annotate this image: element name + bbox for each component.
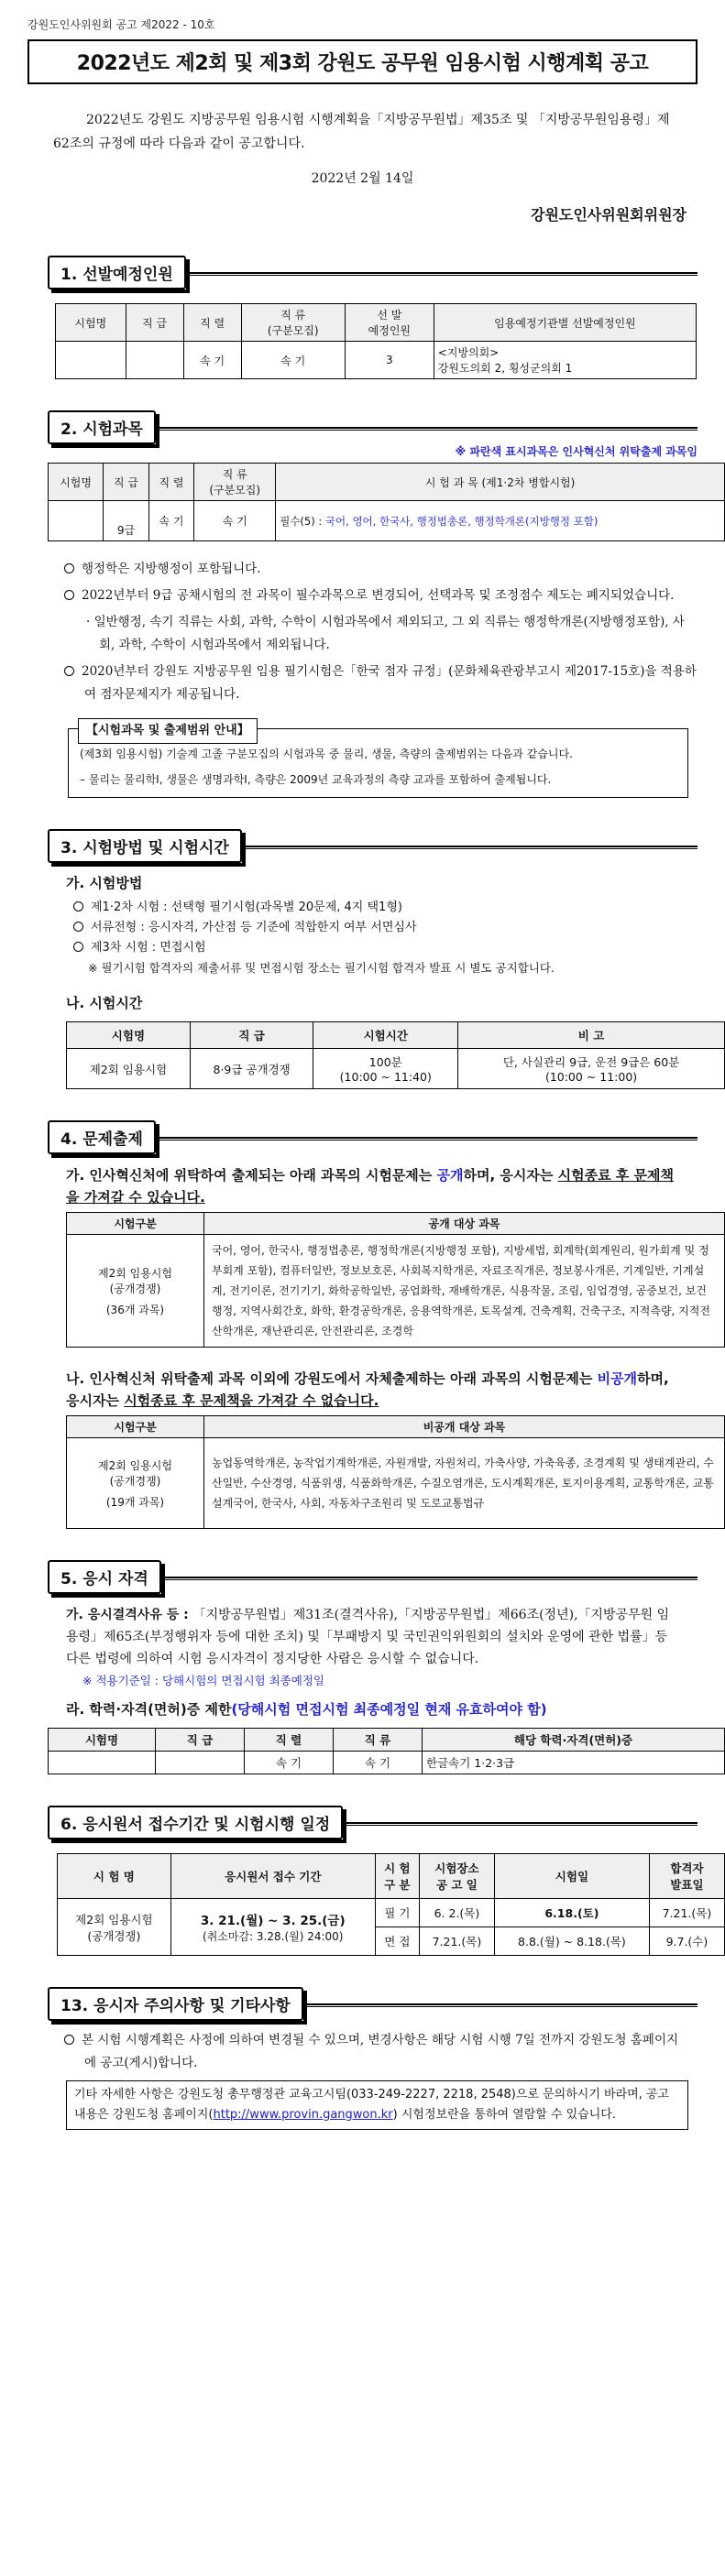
license-heading: 라. 학력·자격(면허)증 제한(당해시험 면접시험 최종예정일 현재 유효하여야 함) (66, 1701, 547, 1718)
bullet-circle-icon (73, 901, 83, 911)
cell-exam (49, 501, 104, 541)
cell-grade (126, 342, 183, 379)
th-remarks: 비 고 (458, 1022, 725, 1049)
cell-result-date: 9.7.(수) (649, 1927, 724, 1956)
reference-date-note: ※ 적용기준일 : 당해시험의 면접시험 최종예정일 (82, 1674, 324, 1687)
list-item: ※ 필기시험 합격자의 제출서류 및 면접시험 장소는 필기시험 합격자 발표 시 별도 공지합니다. (88, 961, 555, 975)
section-3-label: 3. 시험방법 및 시험시간 (48, 829, 242, 863)
cell-remarks: 단, 사실관리 9급, 운전 9급은 60분 (10:00 ~ 11:00) (458, 1049, 725, 1089)
private-subjects-table (66, 1415, 725, 1529)
th-license: 해당 학력·자격(면허)증 (423, 1729, 725, 1752)
private-subjects-paragraph: 나. 인사혁신처 위탁출제 과목 이외에 강원도에서 자체출제하는 아래 과목의 시험문제는 비공개하며, 응시자는 시험종료 후 문제책을 가져갈 수 없습니다. (66, 1370, 669, 1409)
guide-line: (제3회 임용시험) 기술계 고졸 구분모집의 시험과목 중 물리, 생물, 측량의 출제범위는 다음과 같습니다. (80, 748, 573, 760)
public-subjects-table (66, 1212, 725, 1348)
notice-number: 강원도인사위원회 공고 제2022 - 10호 (27, 18, 215, 31)
list-item: 제3차 시험 : 면접시험 (73, 938, 698, 958)
th-grade: 직 급 (104, 464, 149, 501)
cell-time: 100분 (10:00 ~ 11:40) (313, 1049, 458, 1089)
cell-class: 속 기 (333, 1752, 422, 1774)
th-time: 시험시간 (313, 1022, 458, 1049)
th-class: 직 류 (333, 1729, 422, 1752)
bullet-circle-icon (64, 563, 74, 573)
cell-exam: 제2회 임용시험 (공개경쟁) (58, 1899, 171, 1956)
cell-license: 한글속기 1·2·3급 (423, 1752, 725, 1774)
th-exam-type: 시험구분 (67, 1416, 204, 1438)
th-grade: 직 급 (126, 304, 183, 342)
section-3-header (27, 829, 698, 858)
bullet-circle-icon (73, 922, 83, 932)
exam-method-list (73, 898, 698, 978)
section-4-header (27, 1120, 698, 1150)
cell-series: 속 기 (244, 1752, 333, 1774)
th-exam: 시험명 (56, 304, 126, 342)
subject-guide-box (68, 724, 688, 798)
bullet-circle-icon (64, 590, 74, 600)
cell-exam (49, 1752, 156, 1774)
bullet-circle-icon (73, 942, 83, 952)
cell-exam: 제2회 임용시험 (67, 1049, 191, 1089)
agency-detail: 강원도의회 2, 횡성군의회 1 (437, 362, 573, 375)
th-series: 직 렬 (183, 304, 241, 342)
th-class: 직 류 (구분모집) (194, 464, 276, 501)
intro-text: 2022년도 강원도 지방공무원 임용시험 시행계획을「지방공무원법」제35조 및 「지방공무원임용령」제62조의 규정에 따라 다음과 같이 공고합니다. (53, 113, 670, 151)
section-5-label: 5. 응시 자격 (48, 1560, 161, 1594)
cell-class: 속 기 (241, 342, 345, 379)
notice-date: 2022년 2월 14일 (311, 171, 414, 186)
th-exam: 시 험 명 (58, 1854, 171, 1899)
bullet-circle-icon (64, 2035, 74, 2045)
public-subjects-paragraph: 가. 인사혁신처에 위탁하여 출제되는 아래 과목의 시험문제는 공개하며, 응시자는 시험종료 후 문제책을 가져갈 수 있습니다. (66, 1167, 674, 1206)
license-table (48, 1728, 725, 1774)
th-exam-type: 시 험 구 분 (375, 1854, 419, 1899)
subjects-table (48, 463, 725, 541)
disqualification-paragraph: 가. 응시결격사유 등 : 「지방공무원법」제31조(결격사유),「지방공무원법」제66조(정년),「지방공무원 임용령」제65조(부정행위자 등에 대한 조치) 및「부패방지 및 국민권익위원회의 설치와 운영에 관한 법률」등 다른 법령에 의하여 시험 응시자격이 정지당한 사람은 응시할 수 없습니다. (66, 1608, 670, 1666)
cell-exam-type: 제2회 임용시험 (공개경쟁) (19개 과목) (67, 1438, 204, 1529)
th-series: 직 렬 (148, 464, 194, 501)
list-item: 2020년부터 강원도 지방공무원 임용 필기시험은「한국 점자 규정」(문화체육관광부고시 제2017-15호)을 적용하여 점자문제지가 제공됩니다. (64, 660, 698, 706)
cell-exam (56, 342, 126, 379)
th-exam: 시험명 (49, 464, 104, 501)
th-grade: 직 급 (190, 1022, 313, 1049)
cell-agency (434, 342, 696, 379)
cell-exam-type: 제2회 임용시험 (공개경쟁) (36개 과목) (67, 1235, 204, 1348)
th-result-date: 합격자 발표일 (649, 1854, 724, 1899)
guide-line: – 물리는 물리학Ⅰ, 생물은 생명과학Ⅰ, 측량은 2009년 교육과정의 측량 교과를 포함하여 출제됩니다. (80, 773, 552, 786)
th-exam: 시험명 (67, 1022, 191, 1049)
cell-exam-type: 필 기 (375, 1899, 419, 1927)
exam-method-heading: 가. 시험방법 (66, 875, 143, 891)
th-venue-date: 시험장소 공 고 일 (419, 1854, 494, 1899)
cell-series: 속 기 (148, 501, 194, 541)
th-public-subjects: 공개 대상 과목 (204, 1213, 725, 1235)
th-exam-date: 시험일 (494, 1854, 649, 1899)
th-grade: 직 급 (155, 1729, 244, 1752)
th-exam-type: 시험구분 (67, 1213, 204, 1235)
homepage-link[interactable]: http://www.provin.gangwon.kr (213, 2108, 393, 2122)
cell-exam-date: 8.8.(월) ~ 8.18.(목) (494, 1927, 649, 1956)
subject-notes (64, 558, 698, 706)
th-class: 직 류 (구분모집) (241, 304, 345, 342)
list-item: 행정학은 지방행정이 포함됩니다. (64, 558, 698, 581)
section-1-header (27, 256, 698, 285)
th-private-subjects: 비공개 대상 과목 (204, 1416, 725, 1438)
section-6-label: 6. 응시원서 접수기간 및 시험시행 일정 (48, 1806, 343, 1839)
list-item: 2022년부터 9급 공채시험의 전 과목이 필수과목으로 변경되어, 선택과목 및 조정점수 제도는 폐지되었습니다. (64, 584, 698, 607)
schedule-table (57, 1853, 725, 1956)
notes-list (64, 2029, 688, 2075)
cell-period: 3. 21.(월) ~ 3. 25.(금) (취소마감: 3.28.(월) 24:00) (170, 1899, 375, 1956)
cell-result-date: 7.21.(목) (649, 1899, 724, 1927)
issuer: 강원도인사위원회위원장 (530, 206, 687, 224)
th-series: 직 렬 (244, 1729, 333, 1752)
section-2-header (27, 410, 698, 440)
cell-class: 속 기 (194, 501, 276, 541)
cell-subjects (276, 501, 725, 541)
cell-venue-date: 6. 2.(목) (419, 1899, 494, 1927)
cell-grade (155, 1752, 244, 1774)
list-item: · 일반행정, 속기 직류는 사회, 과학, 수학이 시험과목에서 제외되고, 그 외 직류는 행정학개론(지방행정포함), 사회, 과학, 수학이 시험과목에서 제외됩니다. (86, 615, 685, 652)
list-item: 서류전형 : 응시자격, 가산점 등 기준에 적합한지 여부 서면심사 (73, 918, 698, 938)
section-6-header (27, 1806, 698, 1835)
section-2-label: 2. 시험과목 (48, 410, 156, 444)
exam-time-heading: 나. 시험시간 (66, 995, 143, 1011)
list-item: 본 시험 시행계획은 사정에 의하여 변경될 수 있으며, 변경사항은 해당 시험 시행 7일 전까지 강원도청 홈페이지에 공고(게시)합니다. (64, 2029, 688, 2075)
exam-time-table (66, 1021, 725, 1089)
cell-grade: 9급 (104, 501, 149, 541)
cell-private-subjects: 농업동역학개론, 농작업기계학개론, 자원개발, 자원처리, 가축사양, 가축육종, 조경계획 및 생태계관리, 수산일반, 수산경영, 식품위생, 식품화학개론, 수질오염개론, 도시계획개론, 토지이용계획, 교통학개론, 교통설계국어, 한국사, 사회, 자동차구조원리 및 도로교통법규 (204, 1438, 725, 1529)
th-period: 응시원서 접수 기간 (170, 1854, 375, 1899)
subjects-blue: 국어, 영어, 한국사, 행정법총론, 행정학개론(지방행정 포함) (324, 514, 599, 528)
blue-subject-note: ※ 파란색 표시과목은 인사혁신처 위탁출제 과목임 (455, 445, 698, 458)
list-item: 제1·2차 시험 : 선택형 필기시험(과목별 20문제, 4지 택1형) (73, 898, 698, 918)
contact-box: 기타 자세한 사항은 강원도청 총무행정관 교육고시팀(033-249-2227, 2218, 2548)으로 문의하시기 바라며, 공고내용은 강원도청 홈페이지(http://www.provin.gangwon.kr) 시험정보란을 통하여 열람할 수 있습니다. (66, 2080, 688, 2130)
section-13-label: 13. 응시자 주의사항 및 기타사항 (48, 1987, 303, 2021)
cell-public-subjects: 국어, 영어, 한국사, 행정법총론, 행정학개론(지방행정 포함), 지방세법, 회계학(회계원리, 원가회계 및 정부회계 포함), 컴퓨터일반, 정보보호론, 사회복지학개론, 자료조직개론, 정보봉사개론, 기계일반, 기계설계, 전기이론, 전기기기, 화학공학일반, 공업화학, 재배학개론, 식용작물, 조림, 임업경영, 공중보건, 보건행정, 지역사회간호, 화학, 환경공학개론, 응용역학개론, 토목설계, 건축계획, 건축구조, 지적측량, 지적전산학개론, 재난관리론, 안전관리론, 조경학 (204, 1235, 725, 1348)
subjects-prefix: 필수(5) : (280, 514, 325, 528)
cell-count: 3 (345, 342, 434, 379)
agency-group: <지방의회> (437, 346, 500, 359)
bullet-circle-icon (64, 666, 74, 676)
page-title: 2022년도 제2회 및 제3회 강원도 공무원 임용시험 시행계획 공고 (27, 39, 698, 84)
cell-series: 속 기 (183, 342, 241, 379)
section-4-label: 4. 문제출제 (48, 1120, 156, 1154)
selection-table (55, 303, 697, 379)
th-exam: 시험명 (49, 1729, 156, 1752)
section-5-header (27, 1560, 698, 1589)
th-count: 선 발 예정인원 (345, 304, 434, 342)
section-1-label: 1. 선발예정인원 (48, 256, 186, 289)
cell-exam-date: 6.18.(토) (494, 1899, 649, 1927)
th-agency: 임용예정기관별 선발예정인원 (434, 304, 696, 342)
cell-exam-type: 면 접 (375, 1927, 419, 1956)
section-13-header (27, 1987, 698, 2016)
th-subjects: 시 험 과 목 (제1·2차 병합시험) (276, 464, 725, 501)
guide-title: 【시험과목 및 출제범위 안내】 (78, 718, 258, 744)
cell-venue-date: 7.21.(목) (419, 1927, 494, 1956)
cell-grade: 8·9급 공개경쟁 (190, 1049, 313, 1089)
